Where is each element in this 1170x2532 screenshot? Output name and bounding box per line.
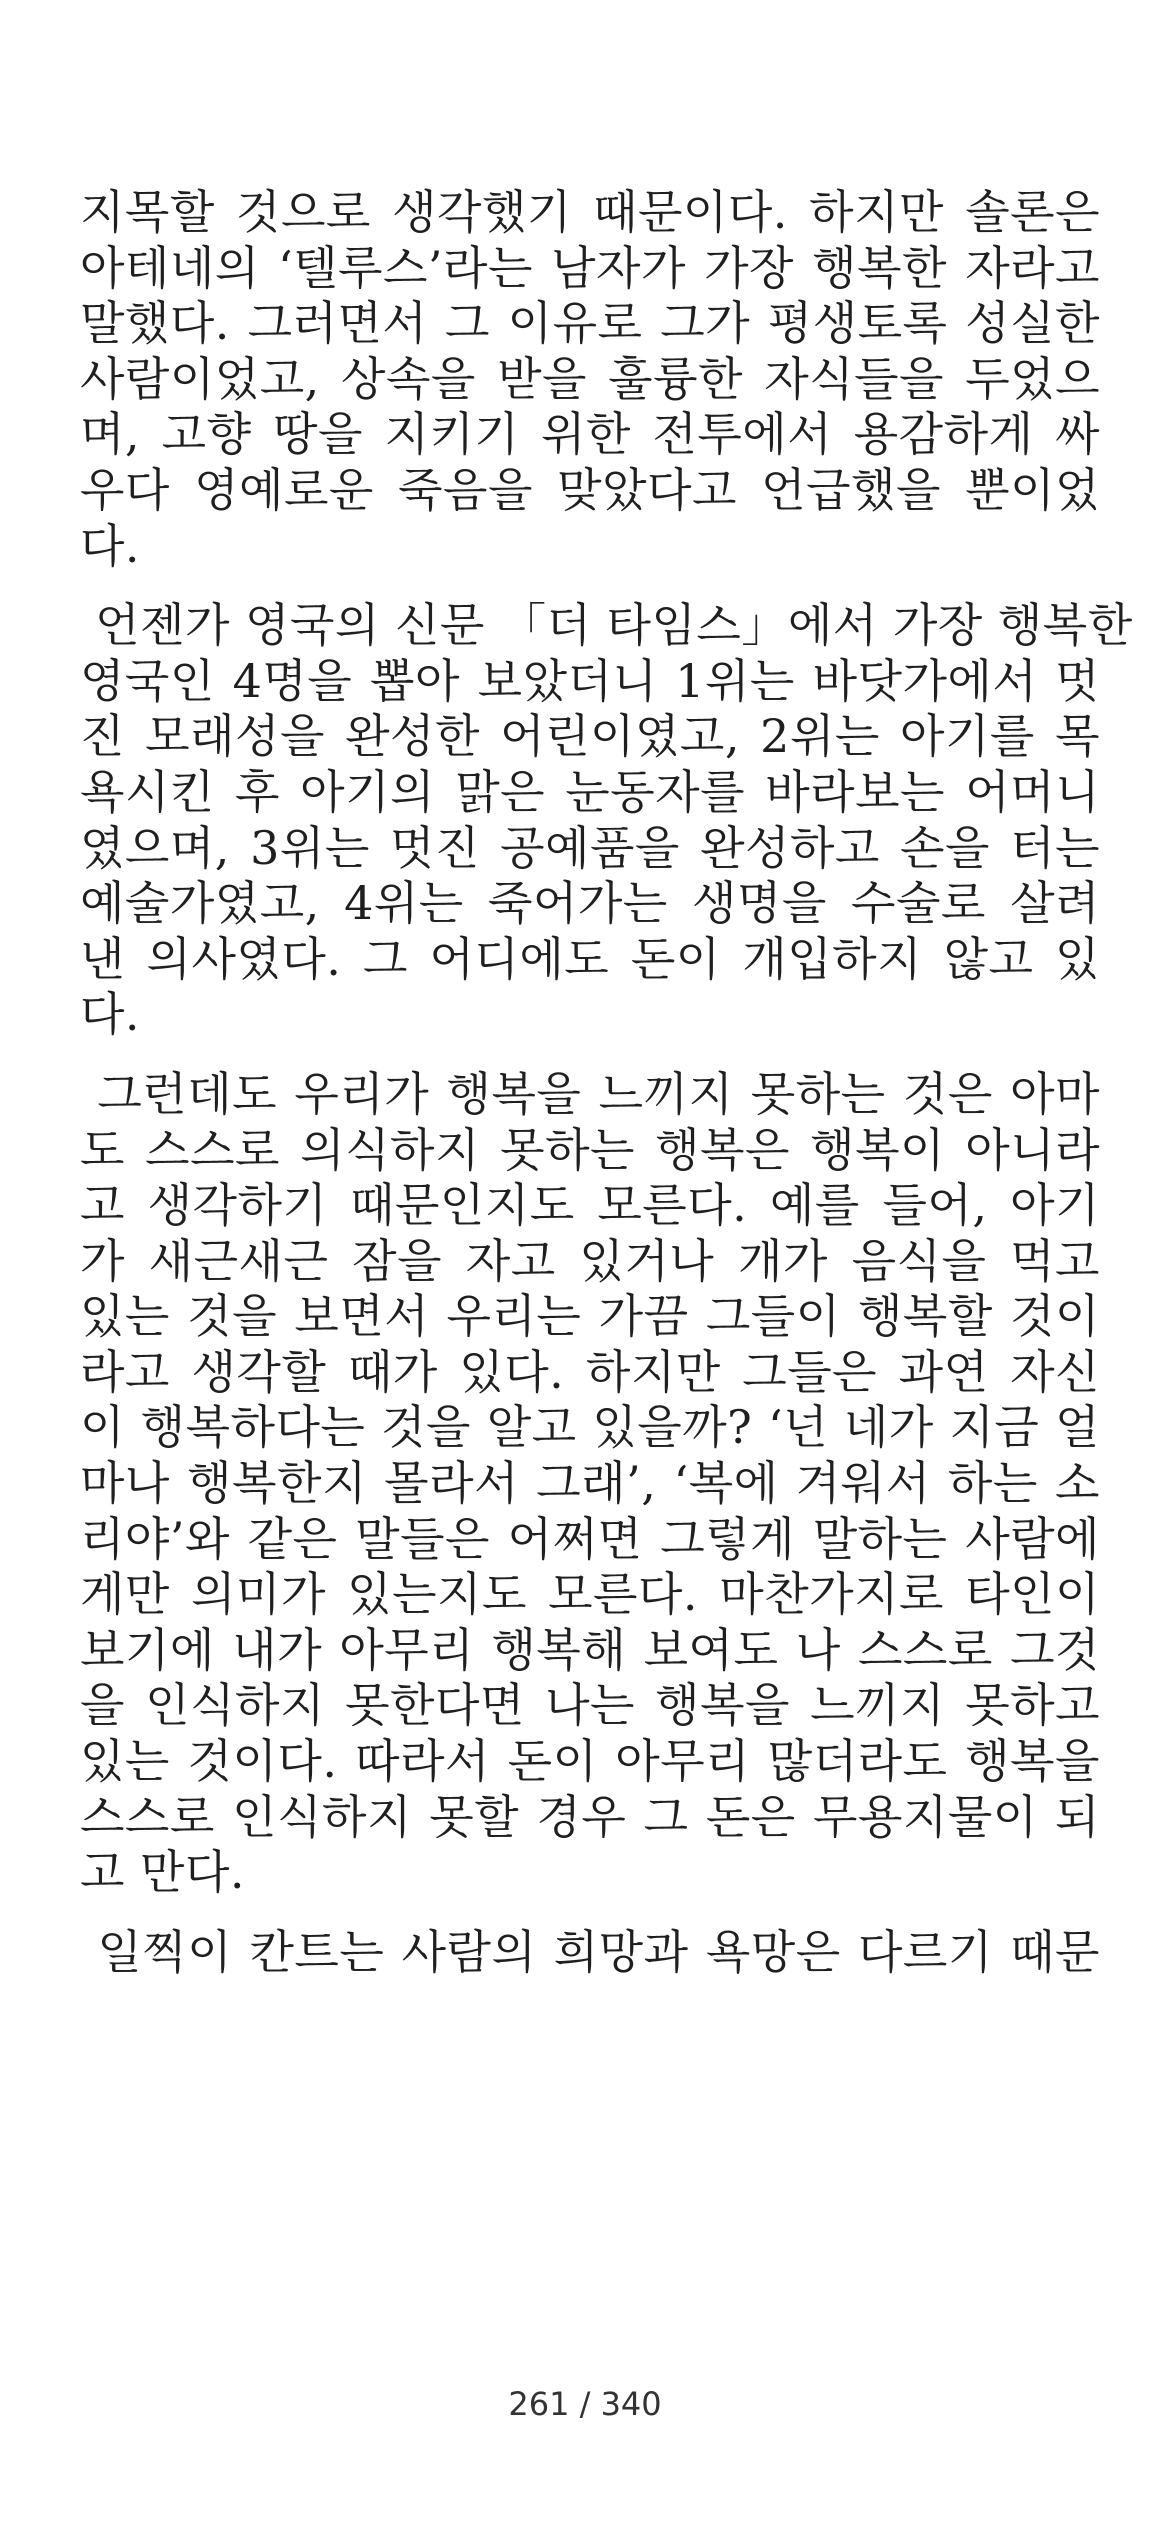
text-line: 있는 것이다. 따라서 돈이 아무리 많더라도 행복을: [80, 1734, 1100, 1789]
text-line: 게만 의미가 있는지도 모른다. 마찬가지로 타인이: [80, 1567, 1100, 1622]
text-line: 가 새근새근 잠을 자고 있거나 개가 음식을 먹고: [80, 1233, 1100, 1288]
text-line: 일찍이 칸트는 사람의 희망과 욕망은 다르기 때문: [80, 1924, 1100, 1979]
text-line: 리야’와 같은 말들은 어쩌면 그렇게 말하는 사람에: [80, 1511, 1100, 1566]
text-line: 이 행복하다는 것을 알고 있을까? ‘넌 네가 지금 얼: [80, 1400, 1100, 1455]
text-line: 예술가였고, 4위는 죽어가는 생명을 수술로 살려: [80, 876, 1100, 931]
paragraph-2: [80, 598, 1133, 1043]
paragraph-4: [80, 1925, 1100, 1981]
text-line: 우다 영예로운 죽음을 맞았다고 언급했을 뿐이었: [80, 462, 1100, 517]
page-indicator: 261 / 340: [508, 2385, 662, 2423]
text-line: 욕시킨 후 아기의 맑은 눈동자를 바라보는 어머니: [80, 764, 1100, 819]
text-line: 지목할 것으로 생각했기 때문이다. 하지만 솔론은: [80, 185, 1100, 239]
text-line: 낸 의사였다. 그 어디에도 돈이 개입하지 않고 있: [80, 931, 1100, 986]
text-line: 아테네의 ‘텔루스’라는 남자가 가장 행복한 자라고: [80, 240, 1100, 295]
text-line: 언젠가 영국의 신문 「더 타임스」에서 가장 행복한: [80, 598, 1133, 653]
text-line: 며, 고향 땅을 지키기 위한 전투에서 용감하게 싸: [80, 407, 1100, 462]
text-line: 마나 행복한지 몰라서 그래’, ‘복에 겨워서 하는 소: [80, 1456, 1100, 1511]
text-line: 도 스스로 의식하지 못하는 행복은 행복이 아니라: [80, 1122, 1100, 1177]
text-line: 있는 것을 보면서 우리는 가끔 그들이 행복할 것이: [80, 1289, 1100, 1344]
text-line: 스스로 인식하지 못할 경우 그 돈은 무용지물이 되: [80, 1789, 1100, 1844]
text-line: 라고 생각할 때가 있다. 하지만 그들은 과연 자신: [80, 1344, 1100, 1399]
text-line: 말했다. 그러면서 그 이유로 그가 평생토록 성실한: [80, 296, 1100, 351]
paragraph-1: [80, 185, 1100, 574]
text-line: 그런데도 우리가 행복을 느끼지 못하는 것은 아마: [80, 1066, 1100, 1121]
text-line: 고 생각하기 때문인지도 모른다. 예를 들어, 아기: [80, 1178, 1100, 1233]
text-line: 진 모래성을 완성한 어린이였고, 2위는 아기를 목: [80, 709, 1100, 764]
text-line: 다.: [80, 518, 141, 573]
text-line: 보기에 내가 아무리 행복해 보여도 나 스스로 그것: [80, 1622, 1100, 1677]
text-line: 영국인 4명을 뽑아 보았더니 1위는 바닷가에서 멋: [80, 653, 1100, 708]
paragraph-3: [80, 1067, 1100, 1901]
book-text: [80, 185, 1133, 2004]
text-line: 을 인식하지 못한다면 나는 행복을 느끼지 못하고: [80, 1678, 1100, 1733]
text-line: 였으며, 3위는 멋진 공예품을 완성하고 손을 터는: [80, 820, 1100, 875]
text-line: 다.: [80, 987, 141, 1042]
text-line: 사람이었고, 상속을 받을 훌륭한 자식들을 두었으: [80, 351, 1100, 406]
text-line: 고 만다.: [80, 1845, 246, 1900]
